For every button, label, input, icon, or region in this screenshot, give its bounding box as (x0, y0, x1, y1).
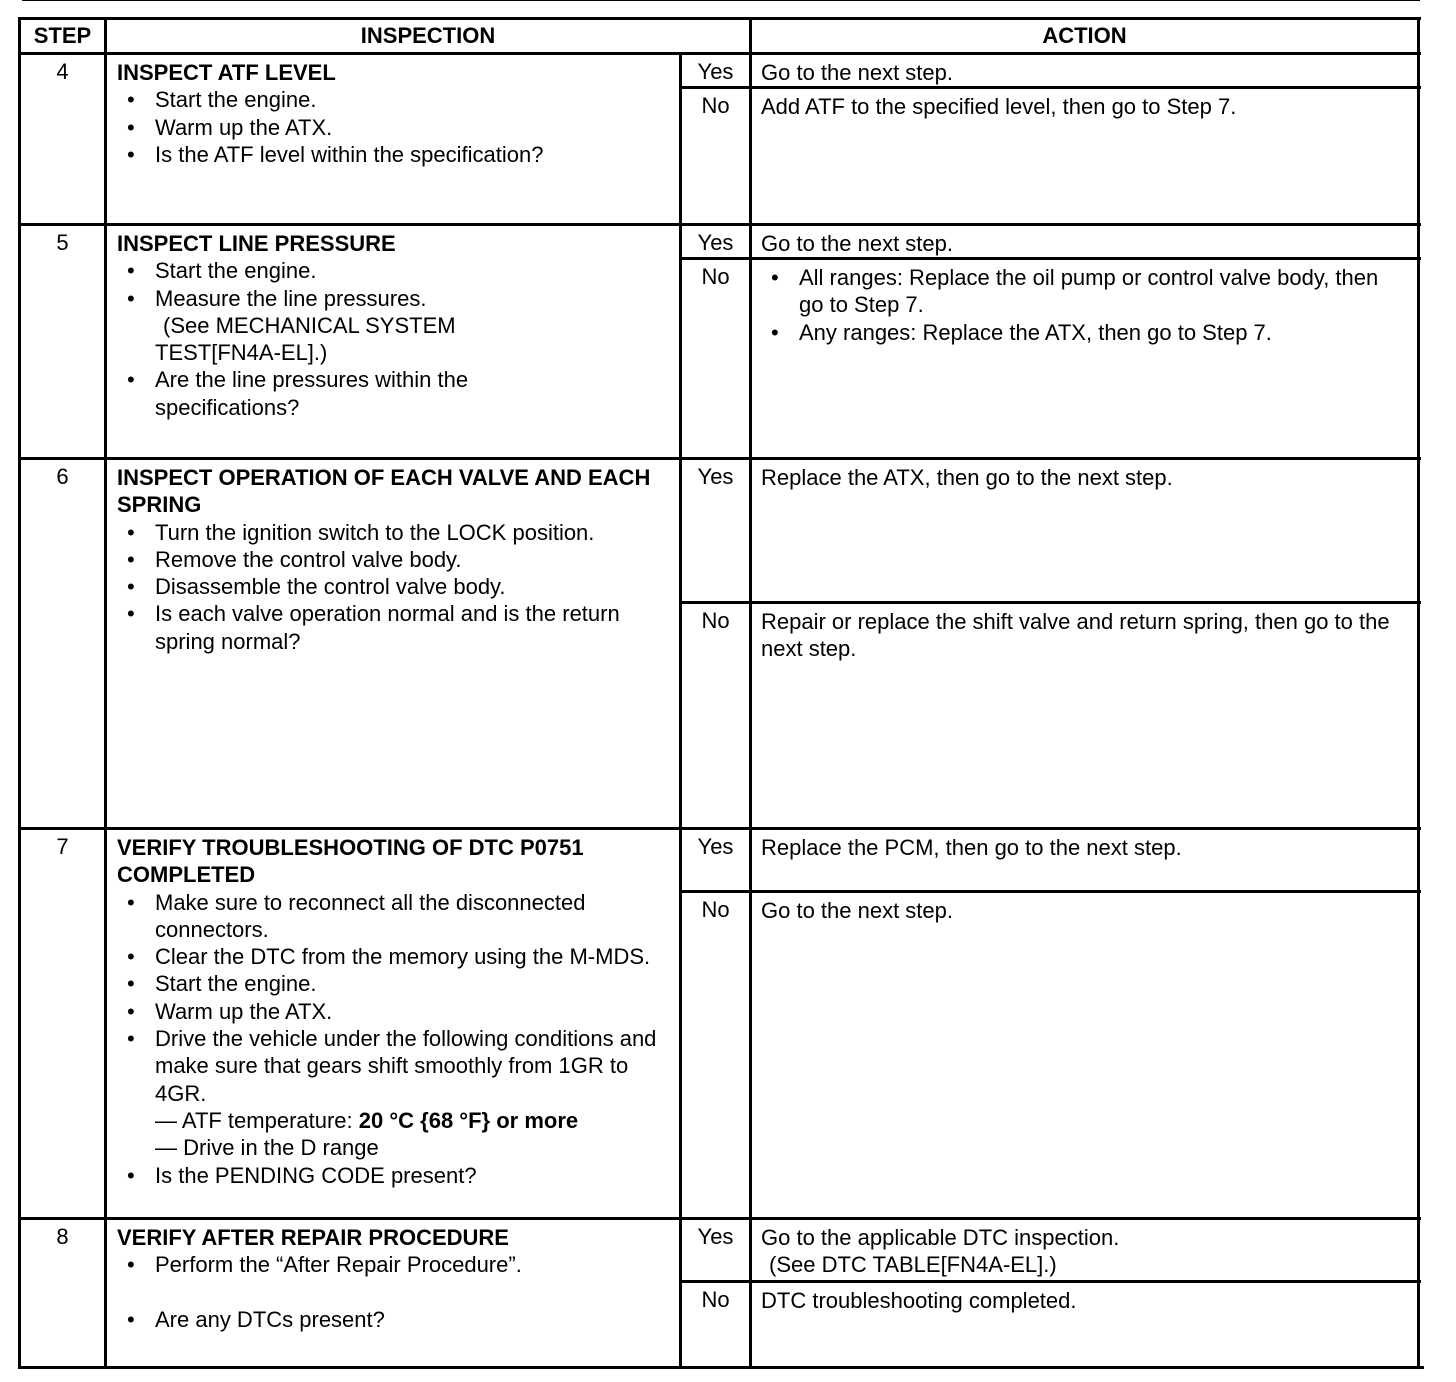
inspection-title: VERIFY AFTER REPAIR PROCEDURE (117, 1225, 509, 1250)
inspection-bullet: • Are any DTCs present? (117, 1306, 671, 1333)
condition-value: 20 °C {68 °F} or more (358, 1107, 579, 1133)
action-yes: Replace the PCM, then go to the next step. (761, 835, 1182, 860)
action-no: Repair or replace the shift valve and return spring, then go to the next step. (761, 609, 1390, 662)
inspection-cell-6 (107, 460, 679, 827)
yes-label: Yes (697, 1224, 734, 1249)
yes-label: Yes (697, 834, 734, 859)
inspection-bullet: • Is the ATF level within the specification? (117, 141, 671, 168)
inspection-bullet: • Is each valve operation normal and is the return spring normal? (117, 600, 671, 655)
spacer (117, 1279, 671, 1306)
action-bullet: • Any ranges: Replace the ATX, then go to Step 7. (761, 319, 1407, 346)
inspection-bullet: • Is the PENDING CODE present? (117, 1162, 671, 1189)
no-label: No (701, 1287, 730, 1312)
action-no: Add ATF to the specified level, then go to Step 7. (761, 94, 1237, 119)
inspection-cell-7 (107, 830, 679, 1217)
header-action: ACTION (1042, 23, 1127, 48)
reference-note: (See DTC TABLE[FN4A-EL].) (769, 1252, 1057, 1278)
inspection-bullet: • Start the engine. (117, 86, 671, 113)
condition-line: — Drive in the D range (155, 1135, 379, 1161)
action-no (752, 260, 1417, 457)
step-number: 8 (56, 1224, 69, 1249)
inspection-cell-5 (107, 226, 679, 457)
inspection-bullet: • Warm up the ATX. (117, 114, 671, 141)
condition-line (117, 1107, 671, 1134)
top-rule (22, 0, 1420, 1)
table-right-border (1417, 17, 1420, 1369)
no-label: No (701, 93, 730, 118)
step-number: 6 (56, 464, 69, 489)
inspection-bullet: • Remove the control valve body. (117, 546, 671, 573)
step-number: 5 (56, 230, 69, 255)
inspection-bullet: • Turn the ignition switch to the LOCK position. (117, 519, 671, 546)
inspection-bullet: • Make sure to reconnect all the disconnected connectors. (117, 889, 671, 944)
inspection-bullet: • Are the line pressures within the specifications? (117, 366, 671, 421)
inspection-bullet: • Disassemble the control valve body. (117, 573, 671, 600)
inspection-bullet: • Start the engine. (117, 257, 671, 284)
action-line: Go to the applicable DTC inspection. (761, 1225, 1120, 1250)
action-no: DTC troubleshooting completed. (761, 1288, 1077, 1313)
header-inspection: INSPECTION (360, 23, 496, 48)
yes-label: Yes (697, 230, 734, 255)
inspection-cell-4 (107, 55, 679, 223)
inspection-bullet: • Measure the line pressures. (117, 285, 671, 312)
action-no: Go to the next step. (761, 898, 954, 923)
inspection-title: INSPECT OPERATION OF EACH VALVE AND EACH SPRING (117, 465, 651, 518)
action-yes: Replace the ATX, then go to the next step. (761, 465, 1173, 490)
action-yes: Go to the next step. (761, 231, 954, 256)
no-label: No (701, 897, 730, 922)
inspection-bullet: • Clear the DTC from the memory using the M-MDS. (117, 943, 671, 970)
reference-note: TEST[FN4A-EL].) (155, 340, 328, 366)
reference-note: (See MECHANICAL SYSTEM (163, 312, 456, 338)
no-label: No (701, 608, 730, 633)
inspection-bullet: • Perform the “After Repair Procedure”. (117, 1251, 671, 1278)
step-number: 4 (56, 59, 69, 84)
inspection-bullet: • Drive the vehicle under the following conditions and make sure that gears shift smoothly from 1GR to 4GR. (117, 1025, 671, 1107)
inspection-cell-8 (107, 1220, 679, 1366)
step-number: 7 (56, 834, 69, 859)
no-label: No (701, 264, 730, 289)
action-yes: Go to the next step. (761, 60, 954, 85)
yes-label: Yes (697, 464, 734, 489)
action-bullet: • All ranges: Replace the oil pump or control valve body, then go to Step 7. (761, 264, 1407, 319)
inspection-title: VERIFY TROUBLESHOOTING OF DTC P0751 COMPLETED (117, 835, 584, 888)
header-step: STEP (33, 23, 92, 48)
inspection-title: INSPECT ATF LEVEL (117, 60, 336, 85)
inspection-title: INSPECT LINE PRESSURE (117, 231, 396, 256)
yes-label: Yes (697, 59, 734, 84)
action-yes (752, 1220, 1417, 1280)
condition-label: — ATF temperature: (155, 1107, 359, 1133)
inspection-bullet: • Warm up the ATX. (117, 998, 671, 1025)
inspection-bullet: • Start the engine. (117, 970, 671, 997)
table-bottom-border (18, 1366, 1424, 1369)
